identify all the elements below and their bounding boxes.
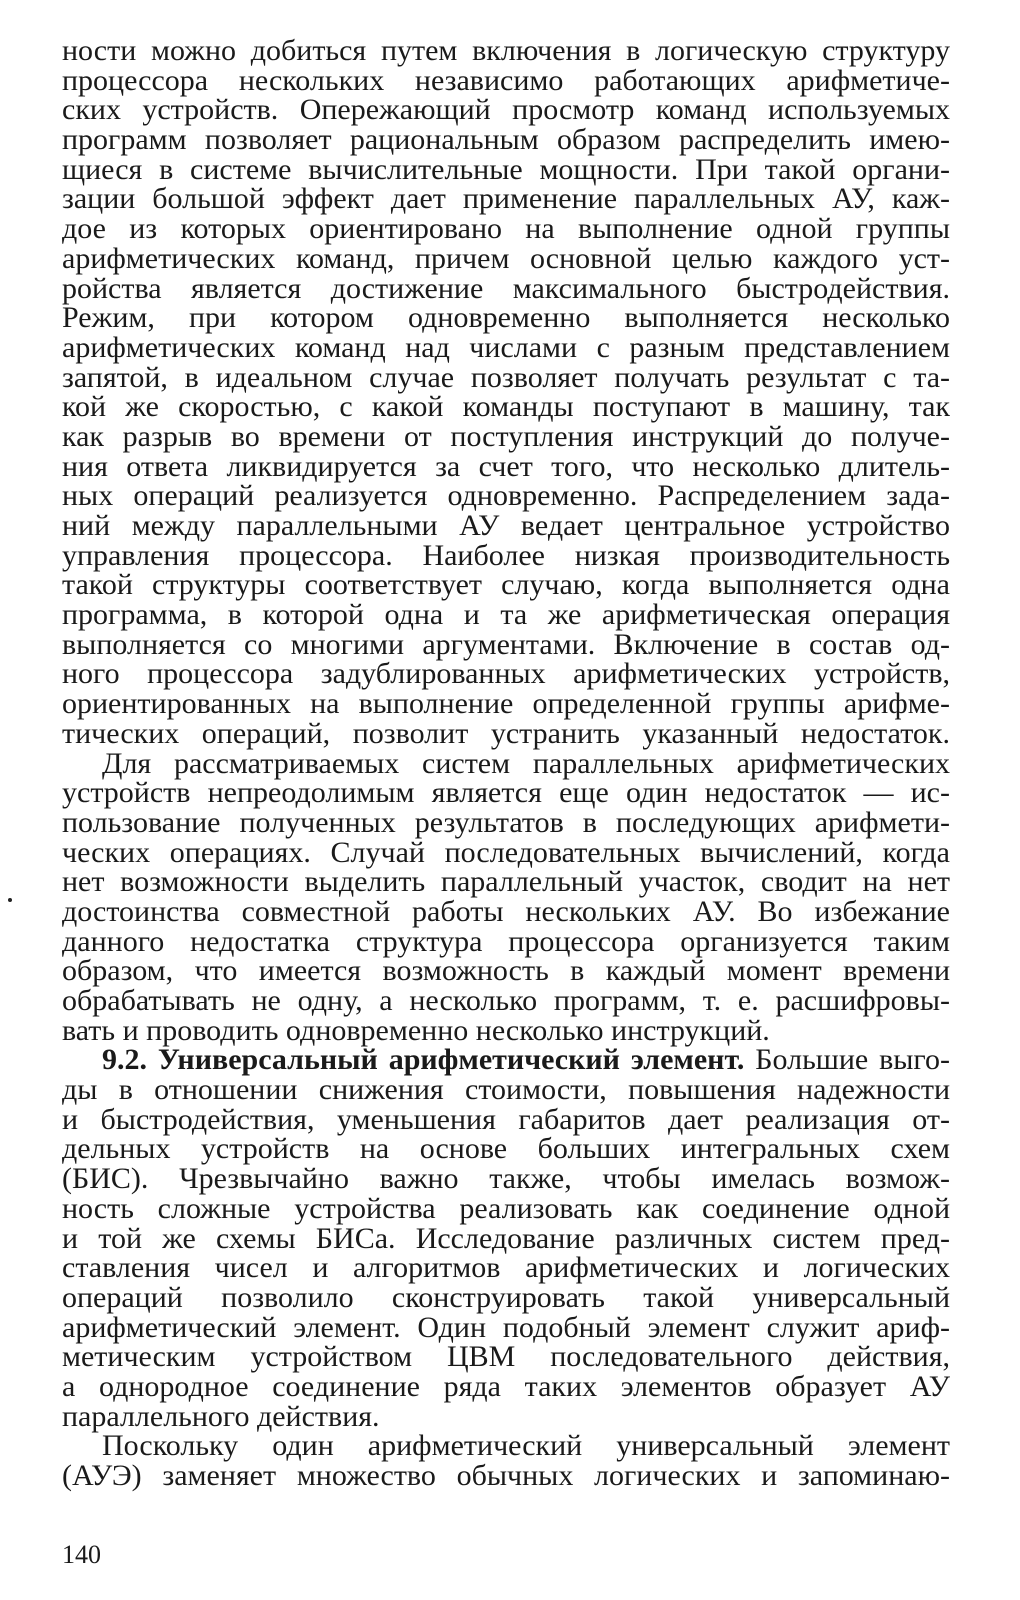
text-line: устройств непреодолимым является еще один недостаток — ис- — [62, 776, 950, 810]
section-heading-line — [62, 1045, 950, 1075]
text-line: дое из которых ориентировано на выполнение одной группы — [62, 212, 950, 246]
text-line: такой структуры соответствует случаю, когда выполняется одна — [62, 568, 950, 602]
text-line: параллельного действия. — [62, 1399, 380, 1433]
text-line: ориентированных на выполнение определенной группы арифме- — [62, 687, 950, 721]
text-line: ских устройств. Опережающий просмотр команд используемых — [62, 93, 950, 127]
text-line: Поскольку один арифметический универсальный элемент — [102, 1429, 950, 1463]
text-line: программа, в которой одна и та же арифметическая операция — [62, 598, 950, 632]
text-line: ставления чисел и алгоритмов арифметических и логических — [62, 1251, 950, 1285]
text-line: вать и проводить одновременно несколько инструкций. — [62, 1013, 770, 1047]
text-line: ды в отношении снижения стоимости, повышения надежности — [62, 1073, 950, 1107]
text-line: и той же схемы БИСа. Исследование различных систем пред- — [62, 1221, 950, 1255]
text-line: ния ответа ликвидируется за счет того, что несколько длитель- — [62, 449, 950, 483]
paragraph-1 — [62, 36, 950, 749]
text-line: Для рассматриваемых систем параллельных арифметических — [102, 746, 950, 780]
text-line: арифметических команд, причем основной целью каждого уст- — [62, 241, 950, 275]
text-line: арифметических команд над числами с разным представлением — [62, 330, 950, 364]
paragraph-3 — [62, 1045, 950, 1431]
text-line: как разрыв во времени от поступления инструкций до получе- — [62, 419, 950, 453]
text-line: выполняется со многими аргументами. Включение в состав од- — [62, 627, 950, 661]
text-line: процессора нескольких независимо работающих арифметиче- — [62, 63, 950, 97]
text-line: и быстродействия, уменьшения габаритов дает реализация от- — [62, 1102, 950, 1136]
margin-mark — [8, 898, 12, 902]
page-number: 140 — [62, 1540, 101, 1569]
paragraph-2 — [62, 746, 950, 1047]
text-line: (БИС). Чрезвычайно важно также, чтобы имелась возмож- — [62, 1162, 950, 1196]
text-line: пользование полученных результатов в последующих арифмети- — [62, 805, 950, 839]
text-line: ности можно добиться путем включения в логическую структуру — [62, 34, 950, 67]
text-line: Режим, при котором одновременно выполняется несколько — [62, 301, 950, 335]
text-line: тических операций, позволит устранить указанный недостаток. — [62, 716, 950, 750]
text-line: щиеся в системе вычислительные мощности. При такой органи- — [62, 152, 950, 186]
text-line: ройства является достижение максимального быстродействия. — [62, 271, 950, 305]
text-line: ческих операциях. Случай последовательных вычислений, когда — [62, 835, 950, 869]
section-heading: 9.2. Универсальный арифметический элемент. — [102, 1043, 745, 1077]
text-line: нет возможности выделить параллельный участок, сводит на нет — [62, 865, 950, 899]
text-line: кой же скоростью, с какой команды поступают в машину, так — [62, 390, 950, 424]
text-line: ний между параллельными АУ ведает центральное устройство — [62, 509, 950, 542]
text-line: (АУЭ) заменяет множество обычных логических и запоминаю- — [62, 1459, 950, 1492]
text-line: зации большой эффект дает применение параллельных АУ, каж- — [62, 182, 950, 216]
heading-line-rest: Большие выго- — [744, 1043, 950, 1077]
text-line: ность сложные устройства реализовать как соединение одной — [62, 1191, 950, 1225]
text-line: а однородное соединение ряда таких элементов образует АУ — [62, 1369, 950, 1403]
paragraph-4 — [62, 1431, 950, 1490]
text-line: данного недостатка структура процессора организуется таким — [62, 924, 950, 958]
text-line: запятой, в идеальном случае позволяет получать результат с та- — [62, 360, 950, 394]
text-line: достоинства совместной работы нескольких АУ. Во избежание — [62, 894, 950, 928]
text-line: программ позволяет рациональным образом распределить имею- — [62, 123, 950, 157]
text-line: метическим устройством ЦВМ последовательного действия, — [62, 1340, 950, 1374]
body-text — [62, 36, 950, 1491]
text-line: операций позволило сконструировать такой универсальный — [62, 1280, 950, 1314]
text-line: арифметический элемент. Один подобный элемент служит ариф- — [62, 1310, 950, 1344]
text-line: ных операций реализуется одновременно. Распределением зада- — [62, 479, 950, 513]
text-line: дельных устройств на основе больших интегральных схем — [62, 1132, 950, 1166]
text-line: обрабатывать не одну, а несколько программ, т. е. расшифровы- — [62, 984, 950, 1017]
text-line: образом, что имеется возможность в каждый момент времени — [62, 954, 950, 988]
text-line: ного процессора задублированных арифметических устройств, — [62, 657, 950, 691]
text-line: управления процессора. Наиболее низкая производительность — [62, 538, 950, 572]
